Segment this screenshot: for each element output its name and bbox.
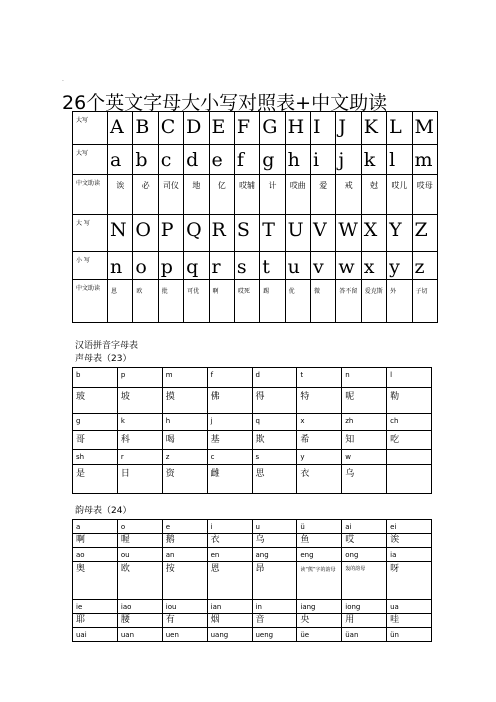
table-cell: ü [297, 520, 342, 534]
letter-cell: J [336, 112, 361, 145]
table-cell: 鱼 [297, 534, 342, 548]
table-cell: uai [73, 628, 118, 642]
letter-cell: k [361, 145, 386, 175]
letter-cell: K [361, 112, 386, 145]
table-cell: e [162, 520, 207, 534]
reading-cell: 优 [285, 280, 310, 323]
reading-cell: 地 [184, 175, 209, 215]
table-cell: ch [387, 414, 432, 431]
reading-row-1 [73, 175, 438, 215]
letter-cell: W [336, 215, 361, 252]
table-cell: w [342, 450, 387, 465]
table-cell: r [117, 450, 162, 465]
table-cell: 恩 [207, 562, 252, 600]
table-cell: u [252, 520, 297, 534]
table-cell: 按 [162, 562, 207, 600]
lower-row-1 [73, 145, 438, 175]
table-cell: 啊 [73, 534, 118, 548]
table-cell: 呀 [387, 562, 432, 600]
letter-cell: i [311, 145, 336, 175]
table-cell: 烟 [207, 614, 252, 628]
table-cell: 得 [252, 388, 297, 414]
reading-cell: 哎儿 [387, 175, 412, 215]
table-cell: 特 [297, 388, 342, 414]
letter-cell: d [184, 145, 209, 175]
reading-cell: 爱 [311, 175, 336, 215]
reading-cell: 司仪 [158, 175, 183, 215]
reading-cell: 计 [260, 175, 285, 215]
reading-cell: 答不留 [336, 280, 361, 323]
reading-cell: 亿 [209, 175, 234, 215]
table-cell: c [207, 450, 252, 465]
table-row [73, 450, 432, 465]
table-cell: 衣 [207, 534, 252, 548]
table-cell: 基 [207, 431, 252, 450]
table-cell: a [73, 520, 118, 534]
table-cell: 资 [162, 465, 207, 494]
table-cell: f [207, 368, 252, 388]
letter-cell: V [311, 215, 336, 252]
table-cell: ua [387, 600, 432, 614]
table-cell: 有 [162, 614, 207, 628]
letter-cell: v [311, 252, 336, 280]
upper-row-1 [73, 112, 438, 145]
row-label: 小 写 [73, 252, 108, 280]
table-cell: 摸 [162, 388, 207, 414]
row-label: 大 写 [73, 215, 108, 252]
letter-cell: y [387, 252, 412, 280]
stray-mark: · [62, 78, 64, 85]
table-cell: ie [73, 600, 118, 614]
letter-cell: f [234, 145, 259, 175]
letter-cell: r [209, 252, 234, 280]
table-cell: ei [387, 520, 432, 534]
table-cell: 昂 [252, 562, 297, 600]
letter-cell: e [209, 145, 234, 175]
reading-cell: 外 [387, 280, 412, 323]
table-cell: en [207, 548, 252, 562]
table-cell: o [117, 520, 162, 534]
table-cell: uan [117, 628, 162, 642]
table-row [73, 548, 432, 562]
table-cell: 知 [342, 431, 387, 450]
table-cell: an [162, 548, 207, 562]
letter-cell: A [108, 112, 133, 145]
table-cell: 轰的韵母 [342, 562, 387, 600]
table-cell: m [162, 368, 207, 388]
letter-cell: E [209, 112, 234, 145]
table-cell: 思 [252, 465, 297, 494]
table-cell: 坡 [117, 388, 162, 414]
table-row [73, 368, 432, 388]
table-cell: eng [297, 548, 342, 562]
letter-cell: H [285, 112, 310, 145]
row-label: 大写 [73, 145, 108, 175]
table-cell: zh [342, 414, 387, 431]
table-cell: 欧 [117, 562, 162, 600]
letter-cell: Q [184, 215, 209, 252]
letter-cell: I [311, 112, 336, 145]
table-cell: z [162, 450, 207, 465]
reading-cell: 子切 [412, 280, 438, 323]
table-cell: x [297, 414, 342, 431]
consonants-table [72, 367, 432, 494]
letter-cell: h [285, 145, 310, 175]
table-cell: in [252, 600, 297, 614]
letter-cell: b [133, 145, 158, 175]
letter-cell: o [133, 252, 158, 280]
letter-cell: a [108, 145, 133, 175]
table-cell: 佛 [207, 388, 252, 414]
table-row [73, 388, 432, 414]
row-label: 中文助读 [73, 280, 108, 323]
page-title: 26个英文字母大小写对照表+中文助读 [62, 92, 388, 114]
table-cell: 日 [117, 465, 162, 494]
letter-cell: N [108, 215, 133, 252]
table-row [73, 600, 432, 614]
table-cell: p [117, 368, 162, 388]
letter-cell: G [260, 112, 285, 145]
table-cell: sh [73, 450, 118, 465]
pinyin-heading: 汉语拼音字母表 [75, 341, 139, 351]
reading-cell: 啊 [209, 280, 234, 323]
reading-cell: 哎死 [234, 280, 259, 323]
reading-cell: 批 [158, 280, 183, 323]
letter-cell: g [260, 145, 285, 175]
letter-cell: T [260, 215, 285, 252]
table-cell: üe [297, 628, 342, 642]
letter-cell: D [184, 112, 209, 145]
letter-cell: c [158, 145, 183, 175]
letter-cell: S [234, 215, 259, 252]
table-cell: ueng [252, 628, 297, 642]
table-cell: 欺 [252, 431, 297, 450]
table-cell: 喔 [117, 534, 162, 548]
table-cell [387, 450, 432, 465]
letter-cell: C [158, 112, 183, 145]
table-cell: uang [207, 628, 252, 642]
table-cell: 诶 [387, 534, 432, 548]
letter-cell: n [108, 252, 133, 280]
reading-row-2 [73, 280, 438, 323]
table-cell: ia [387, 548, 432, 562]
table-cell: 勒 [387, 388, 432, 414]
reading-cell: 哎曲 [285, 175, 310, 215]
table-cell: ian [207, 600, 252, 614]
letter-cell: Y [387, 215, 412, 252]
table-cell: 鹅 [162, 534, 207, 548]
table-row [73, 465, 432, 494]
reading-cell: 可优 [184, 280, 209, 323]
letter-cell: m [412, 145, 438, 175]
table-cell: 是 [73, 465, 118, 494]
table-cell: 喝 [162, 431, 207, 450]
letter-cell: l [387, 145, 412, 175]
table-cell: k [117, 414, 162, 431]
alphabet-table [72, 111, 438, 323]
table-cell: üan [342, 628, 387, 642]
table-cell: 央 [297, 614, 342, 628]
reading-cell: 尅 [361, 175, 386, 215]
table-cell: 乌 [252, 534, 297, 548]
table-cell: n [342, 368, 387, 388]
letter-cell: R [209, 215, 234, 252]
table-cell: uen [162, 628, 207, 642]
letter-cell: j [336, 145, 361, 175]
table-cell [387, 465, 432, 494]
table-cell: h [162, 414, 207, 431]
letter-cell: q [184, 252, 209, 280]
table-row [73, 520, 432, 534]
table-cell: 读“熊”字的韵母 [297, 562, 342, 600]
table-cell: 音 [252, 614, 297, 628]
letter-cell: B [133, 112, 158, 145]
table-row [73, 534, 432, 548]
letter-cell: p [158, 252, 183, 280]
table-cell: ün [387, 628, 432, 642]
table-cell: 衣 [297, 465, 342, 494]
table-cell: s [252, 450, 297, 465]
table-cell: 哎 [342, 534, 387, 548]
table-cell: b [73, 368, 118, 388]
table-cell: ou [117, 548, 162, 562]
letter-cell: U [285, 215, 310, 252]
letter-cell: t [260, 252, 285, 280]
table-cell: iao [117, 600, 162, 614]
table-cell: g [73, 414, 118, 431]
reading-cell: 踢 [260, 280, 285, 323]
table-cell: 吃 [387, 431, 432, 450]
table-cell: i [207, 520, 252, 534]
table-cell: 哇 [387, 614, 432, 628]
table-cell: 耶 [73, 614, 118, 628]
letter-cell: O [133, 215, 158, 252]
letter-cell: x [361, 252, 386, 280]
lower-row-2 [73, 252, 438, 280]
table-cell: q [252, 414, 297, 431]
table-cell: d [252, 368, 297, 388]
letter-cell: w [336, 252, 361, 280]
reading-cell: 戒 [336, 175, 361, 215]
table-cell: 玻 [73, 388, 118, 414]
row-label: 大写 [73, 112, 108, 145]
reading-cell: 哎辅 [234, 175, 259, 215]
reading-cell: 欧 [133, 280, 158, 323]
table-row [73, 414, 432, 431]
reading-cell: 哎母 [412, 175, 438, 215]
reading-cell: 诶 [108, 175, 133, 215]
table-cell: t [297, 368, 342, 388]
letter-cell: X [361, 215, 386, 252]
table-row [73, 431, 432, 450]
letter-cell: s [234, 252, 259, 280]
table-cell: 科 [117, 431, 162, 450]
table-cell: ong [342, 548, 387, 562]
table-cell: 乌 [342, 465, 387, 494]
vowels-heading: 韵母表（24） [75, 506, 132, 516]
reading-cell: 微 [311, 280, 336, 323]
table-row [73, 628, 432, 642]
table-cell: l [387, 368, 432, 388]
reading-cell: 必 [133, 175, 158, 215]
table-cell: 用 [342, 614, 387, 628]
letter-cell: Z [412, 215, 438, 252]
row-label: 中文助读 [73, 175, 108, 215]
letter-cell: M [412, 112, 438, 145]
table-cell: y [297, 450, 342, 465]
reading-cell: 恩 [108, 280, 133, 323]
consonants-heading: 声母表（23） [75, 354, 132, 364]
table-cell: 奥 [73, 562, 118, 600]
letter-cell: L [387, 112, 412, 145]
letter-cell: F [234, 112, 259, 145]
table-row [73, 562, 432, 600]
reading-cell: 爱克斯 [361, 280, 386, 323]
vowels-table [72, 519, 432, 642]
table-cell: iong [342, 600, 387, 614]
letter-cell: P [158, 215, 183, 252]
table-cell: ang [252, 548, 297, 562]
table-cell: iang [297, 600, 342, 614]
table-cell: iou [162, 600, 207, 614]
table-cell: 呢 [342, 388, 387, 414]
table-cell: j [207, 414, 252, 431]
table-cell: ai [342, 520, 387, 534]
table-cell: 腰 [117, 614, 162, 628]
upper-row-2 [73, 215, 438, 252]
table-row [73, 614, 432, 628]
letter-cell: u [285, 252, 310, 280]
letter-cell: z [412, 252, 438, 280]
table-cell: 哥 [73, 431, 118, 450]
table-cell: 雌 [207, 465, 252, 494]
table-cell: 希 [297, 431, 342, 450]
table-cell: ao [73, 548, 118, 562]
